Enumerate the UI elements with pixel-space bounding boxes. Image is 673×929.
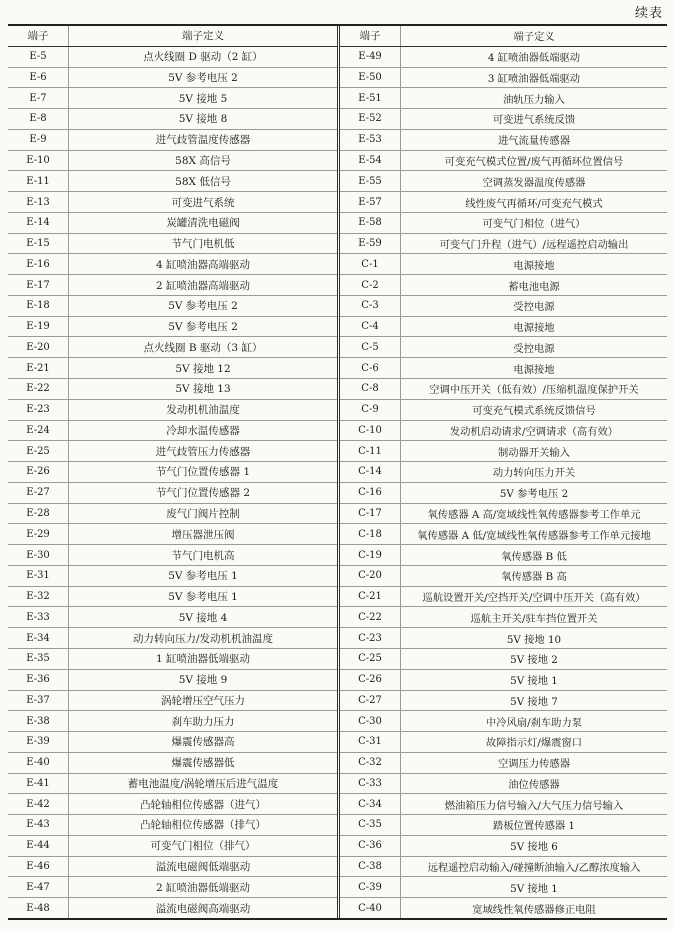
terminal-definition: 5V 接地 5: [178, 92, 228, 105]
terminal-id: E-47: [8, 877, 69, 897]
table-row: [8, 774, 337, 795]
terminal-definition: 5V 接地 2: [510, 654, 558, 667]
terminal-id: E-51: [340, 88, 401, 108]
terminal-definition: 氧传感器 B 低: [501, 550, 567, 563]
terminal-id: C-25: [340, 649, 401, 669]
terminal-definition: 5V 参考电压 2: [168, 71, 238, 84]
terminal-id: C-23: [340, 628, 401, 648]
terminal-definition: 空调压力传感器: [497, 758, 571, 771]
terminal-definition: 宽域线性氧传感器修正电阻: [472, 903, 596, 916]
terminal-id: C-16: [340, 483, 401, 503]
table-row: [8, 836, 337, 857]
table-row: [8, 358, 337, 379]
table-row: [8, 254, 337, 275]
header-definition: 端子定义: [182, 30, 224, 43]
table-row: [340, 296, 667, 317]
terminal-id: E-13: [8, 192, 69, 212]
terminal-id: E-37: [8, 691, 69, 711]
table-row: [8, 815, 337, 836]
table-row: [340, 877, 667, 898]
terminal-definition: 5V 接地 4: [178, 611, 228, 624]
terminal-definition: 凸轮轴相位传感器（进气）: [140, 798, 266, 811]
table-row: [340, 192, 667, 213]
terminal-definition: 可变气门升程（进气）/远程遥控启动输出: [439, 239, 629, 252]
terminal-id: E-50: [340, 68, 401, 88]
terminal-id: E-49: [340, 47, 401, 67]
terminal-definition: 5V 接地 7: [510, 695, 558, 708]
terminal-id: E-58: [340, 213, 401, 233]
table-row: [340, 400, 667, 421]
header-terminal: 端子: [8, 26, 69, 46]
table-row: [8, 337, 337, 358]
terminal-definition: 进气歧管压力传感器: [155, 445, 251, 458]
terminal-id: E-52: [340, 109, 401, 129]
terminal-definition: 空调蒸发器温度传感器: [482, 176, 586, 189]
terminal-definition: 5V 参考电压 2: [168, 300, 238, 313]
terminal-id: E-21: [8, 358, 69, 378]
terminal-id: E-59: [340, 234, 401, 254]
terminal-id: E-28: [8, 504, 69, 524]
terminal-id: E-20: [8, 337, 69, 357]
terminal-definition: 炭罐清洗电磁阀: [166, 217, 240, 230]
table-row: [340, 607, 667, 628]
terminal-id: C-38: [340, 857, 401, 877]
terminal-definition: 中冷风扇/刹车助力泵: [485, 716, 583, 729]
terminal-id: E-8: [8, 109, 69, 129]
terminal-id: C-6: [340, 358, 401, 378]
terminal-definition: 58X 高信号: [175, 154, 231, 167]
terminal-definition: 冷却水温传感器: [166, 424, 240, 437]
terminal-id: E-26: [8, 462, 69, 482]
terminal-id: C-22: [340, 607, 401, 627]
table-row: [8, 441, 337, 462]
terminal-id: C-11: [340, 441, 401, 461]
terminal-id: C-1: [340, 254, 401, 274]
terminal-definition: 受控电源: [513, 301, 555, 314]
terminal-id: E-19: [8, 317, 69, 337]
terminal-definition: 节气门电机高: [171, 549, 235, 562]
terminal-definition: 电源接地: [513, 322, 555, 335]
table-header-row: [340, 26, 667, 47]
table-row: [340, 317, 667, 338]
terminal-id: E-43: [8, 815, 69, 835]
terminal-definition: 5V 接地 12: [175, 362, 231, 375]
table-right-half: [340, 26, 667, 918]
table-row: [340, 836, 667, 857]
terminal-definition: 4 缸喷油器低端驱动: [487, 52, 581, 65]
terminal-definition: 空调中压开关（低有效）/压缩机温度保护开关: [429, 384, 639, 397]
terminal-id: E-31: [8, 566, 69, 586]
terminal-id: E-32: [8, 587, 69, 607]
terminal-definition: 可变进气系统: [171, 196, 235, 209]
terminal-id: E-36: [8, 670, 69, 690]
terminal-id: C-31: [340, 732, 401, 752]
terminal-definition: 发动机启动请求/空调请求（高有效）: [449, 425, 619, 438]
terminal-definition: 动力转向压力/发动机机油温度: [132, 632, 274, 645]
terminal-definition: 故障指示灯/爆震窗口: [485, 737, 583, 750]
terminal-definition: 5V 参考电压 2: [168, 321, 238, 334]
terminal-definition: 溢流电磁阀低端驱动: [155, 861, 251, 873]
terminal-id: C-34: [340, 794, 401, 814]
terminal-id: E-14: [8, 213, 69, 233]
terminal-definition: 点火线圈 B 驱动（3 缸）: [143, 341, 263, 354]
terminal-definition: 远程遥控启动输入/碰撞断油输入/乙醇浓度输入: [427, 862, 641, 874]
table-left-half: [8, 26, 340, 918]
table-row: [340, 379, 667, 400]
terminal-id: C-5: [340, 337, 401, 357]
terminal-id: C-18: [340, 524, 401, 544]
terminal-id: E-17: [8, 275, 69, 295]
table-row: [8, 691, 337, 712]
table-row: [8, 649, 337, 670]
terminal-definition: 油位传感器: [508, 778, 560, 791]
terminal-definition: 爆震传感器低: [171, 757, 235, 770]
terminal-id: C-17: [340, 504, 401, 524]
terminal-id: C-27: [340, 691, 401, 711]
terminal-id: C-30: [340, 711, 401, 731]
terminal-id: C-36: [340, 836, 401, 856]
terminal-id: C-35: [340, 815, 401, 835]
terminal-id: E-11: [8, 171, 69, 191]
table-row: [8, 545, 337, 566]
table-row: [340, 47, 667, 68]
terminal-id: E-29: [8, 524, 69, 544]
table-row: [340, 691, 667, 712]
table-row: [8, 213, 337, 234]
table-row: [8, 483, 337, 504]
table-row: [8, 504, 337, 525]
terminal-definition: 氧传感器 A 高/宽域线性氧传感器参考工作单元: [427, 508, 641, 521]
terminal-definition: 刹车助力压力: [171, 715, 235, 728]
terminal-id: E-33: [8, 607, 69, 627]
terminal-id: C-8: [340, 379, 401, 399]
terminal-table: [8, 24, 667, 920]
table-caption: 续表: [634, 6, 663, 21]
table-row: [8, 566, 337, 587]
table-row: [340, 711, 667, 732]
terminal-definition: 5V 参考电压 1: [168, 570, 238, 583]
table-row: [8, 151, 337, 172]
terminal-id: E-39: [8, 732, 69, 752]
terminal-definition: 节气门电机低: [171, 238, 235, 251]
table-row: [340, 566, 667, 587]
terminal-definition: 2 缸喷油器低端驱动: [155, 881, 251, 894]
table-row: [8, 732, 337, 753]
terminal-definition: 5V 接地 10: [506, 633, 562, 646]
terminal-definition: 可变气门相位（进气）: [482, 218, 586, 231]
table-row: [8, 524, 337, 545]
terminal-definition: 可变进气系统反馈: [492, 114, 576, 127]
terminal-definition: 5V 接地 1: [510, 882, 558, 895]
table-row: [8, 47, 337, 68]
table-row: [340, 898, 667, 918]
table-row: [8, 753, 337, 774]
table-row: [340, 794, 667, 815]
table-row: [8, 317, 337, 338]
terminal-id: E-35: [8, 649, 69, 669]
table-row: [8, 171, 337, 192]
terminal-definition: 受控电源: [513, 342, 555, 355]
table-header-row: [8, 26, 337, 47]
table-row: [340, 649, 667, 670]
terminal-id: E-46: [8, 857, 69, 877]
terminal-definition: 线性废气再循环/可变充气模式: [465, 197, 603, 210]
terminal-id: E-25: [8, 441, 69, 461]
terminal-definition: 凸轮轴相位传感器（排气）: [140, 819, 266, 832]
terminal-definition: 废气门阀片控制: [166, 507, 240, 520]
table-row: [8, 130, 337, 151]
terminal-definition: 电源接地: [513, 259, 555, 272]
terminal-id: E-9: [8, 130, 69, 150]
table-row: [340, 171, 667, 192]
table-row: [340, 68, 667, 89]
terminal-id: E-16: [8, 254, 69, 274]
terminal-definition: 节气门位置传感器 2: [155, 487, 251, 500]
terminal-id: C-3: [340, 296, 401, 316]
terminal-id: C-21: [340, 587, 401, 607]
terminal-definition: 5V 接地 6: [510, 841, 558, 854]
table-row: [340, 753, 667, 774]
table-row: [8, 296, 337, 317]
table-row: [340, 483, 667, 504]
terminal-id: C-26: [340, 670, 401, 690]
table-row: [340, 504, 667, 525]
table-row: [8, 109, 337, 130]
terminal-id: C-19: [340, 545, 401, 565]
table-row: [8, 379, 337, 400]
terminal-definition: 5V 接地 9: [178, 674, 228, 687]
terminal-id: C-9: [340, 400, 401, 420]
table-row: [340, 441, 667, 462]
terminal-id: C-40: [340, 898, 401, 918]
table-row: [340, 109, 667, 130]
table-row: [340, 524, 667, 545]
terminal-definition: 5V 参考电压 2: [499, 488, 569, 501]
terminal-definition: 涡轮增压空气压力: [161, 694, 245, 707]
terminal-definition: 5V 接地 8: [178, 113, 228, 126]
terminal-id: E-48: [8, 898, 69, 918]
terminal-id: E-53: [340, 130, 401, 150]
table-row: [340, 462, 667, 483]
table-row: [340, 275, 667, 296]
terminal-id: E-55: [340, 171, 401, 191]
terminal-id: E-7: [8, 88, 69, 108]
terminal-id: E-18: [8, 296, 69, 316]
terminal-definition: 氧传感器 A 低/宽域线性氧传感器参考工作单元接地: [417, 529, 651, 542]
terminal-id: E-6: [8, 68, 69, 88]
terminal-id: C-2: [340, 275, 401, 295]
terminal-id: E-40: [8, 753, 69, 773]
table-row: [8, 400, 337, 421]
table-row: [8, 587, 337, 608]
terminal-definition: 可变气门相位（排气）: [150, 840, 256, 853]
terminal-definition: 爆震传感器高: [171, 736, 235, 749]
terminal-id: C-33: [340, 774, 401, 794]
terminal-definition: 溢流电磁阀高端驱动: [155, 902, 251, 915]
table-row: [340, 88, 667, 109]
terminal-id: C-32: [340, 753, 401, 773]
table-row: [8, 898, 337, 918]
table-row: [8, 607, 337, 628]
terminal-id: E-5: [8, 47, 69, 67]
terminal-definition: 5V 接地 1: [510, 675, 558, 688]
terminal-id: C-14: [340, 462, 401, 482]
terminal-definition: 氧传感器 B 高: [501, 571, 567, 584]
terminal-id: C-20: [340, 566, 401, 586]
table-row: [340, 857, 667, 878]
table-row: [8, 877, 337, 898]
table-row: [340, 358, 667, 379]
terminal-definition: 进气歧管温度传感器: [155, 134, 251, 147]
table-row: [340, 815, 667, 836]
table-row: [340, 151, 667, 172]
terminal-definition: 巡航设置开关/空挡开关/空调中压开关（高有效）: [422, 592, 646, 605]
terminal-definition: 制动器开关输入: [497, 446, 571, 459]
terminal-definition: 2 缸喷油器高端驱动: [155, 279, 251, 292]
terminal-id: E-30: [8, 545, 69, 565]
terminal-definition: 动力转向压力开关: [492, 467, 576, 480]
terminal-definition: 4 缸喷油器高端驱动: [155, 258, 251, 271]
table-row: [340, 421, 667, 442]
header-definition: 端子定义: [513, 31, 555, 44]
table-row: [340, 234, 667, 255]
table-row: [8, 670, 337, 691]
table-row: [340, 628, 667, 649]
terminal-definition: 节气门位置传感器 1: [155, 466, 251, 479]
table-row: [8, 462, 337, 483]
terminal-id: E-10: [8, 151, 69, 171]
terminal-definition: 1 缸喷油器低端驱动: [155, 653, 251, 666]
terminal-id: E-44: [8, 836, 69, 856]
table-row: [8, 857, 337, 878]
terminal-id: C-4: [340, 317, 401, 337]
terminal-definition: 可变充气模式位置/废气再循环位置信号: [444, 155, 624, 168]
table-row: [8, 711, 337, 732]
terminal-definition: 点火线圈 D 驱动（2 缸）: [143, 51, 263, 64]
table-row: [8, 88, 337, 109]
table-row: [8, 234, 337, 255]
table-row: [8, 68, 337, 89]
terminal-definition: 58X 低信号: [175, 175, 231, 188]
table-row: [340, 774, 667, 795]
terminal-id: E-23: [8, 400, 69, 420]
table-row: [8, 275, 337, 296]
terminal-definition: 5V 参考电压 1: [168, 591, 238, 604]
terminal-id: E-42: [8, 794, 69, 814]
table-row: [340, 670, 667, 691]
terminal-definition: 蓄电池温度/涡轮增压后进气温度: [127, 777, 279, 790]
terminal-definition: 3 缸喷油器低端驱动: [487, 72, 581, 85]
terminal-id: E-34: [8, 628, 69, 648]
terminal-id: E-27: [8, 483, 69, 503]
terminal-id: E-41: [8, 774, 69, 794]
terminal-definition: 蓄电池电源: [508, 280, 560, 293]
terminal-definition: 5V 接地 13: [175, 383, 231, 396]
table-row: [340, 337, 667, 358]
table-row: [8, 794, 337, 815]
terminal-definition: 燃油箱压力信号输入/大气压力信号输入: [444, 799, 624, 812]
table-row: [340, 587, 667, 608]
terminal-definition: 油轨压力输入: [503, 93, 565, 106]
terminal-definition: 电源接地: [513, 363, 555, 376]
table-row: [340, 254, 667, 275]
terminal-definition: 可变充气模式系统反馈信号: [472, 405, 596, 418]
terminal-id: E-24: [8, 421, 69, 441]
table-row: [340, 545, 667, 566]
terminal-id: E-22: [8, 379, 69, 399]
terminal-id: E-15: [8, 234, 69, 254]
terminal-definition: 增压器泄压阀: [171, 528, 235, 541]
table-row: [340, 213, 667, 234]
terminal-definition: 巡航主开关/驻车挡位置开关: [470, 612, 598, 625]
header-terminal: 端子: [340, 26, 401, 46]
terminal-definition: 踏板位置传感器 1: [493, 820, 575, 833]
table-row: [8, 192, 337, 213]
terminal-id: C-10: [340, 421, 401, 441]
table-row: [8, 421, 337, 442]
table-row: [340, 732, 667, 753]
table-row: [340, 130, 667, 151]
terminal-id: C-39: [340, 877, 401, 897]
table-row: [8, 628, 337, 649]
terminal-id: E-57: [340, 192, 401, 212]
terminal-definition: 进气流量传感器: [497, 135, 571, 148]
terminal-id: E-38: [8, 711, 69, 731]
terminal-id: E-54: [340, 151, 401, 171]
terminal-definition: 发动机机油温度: [166, 404, 240, 417]
